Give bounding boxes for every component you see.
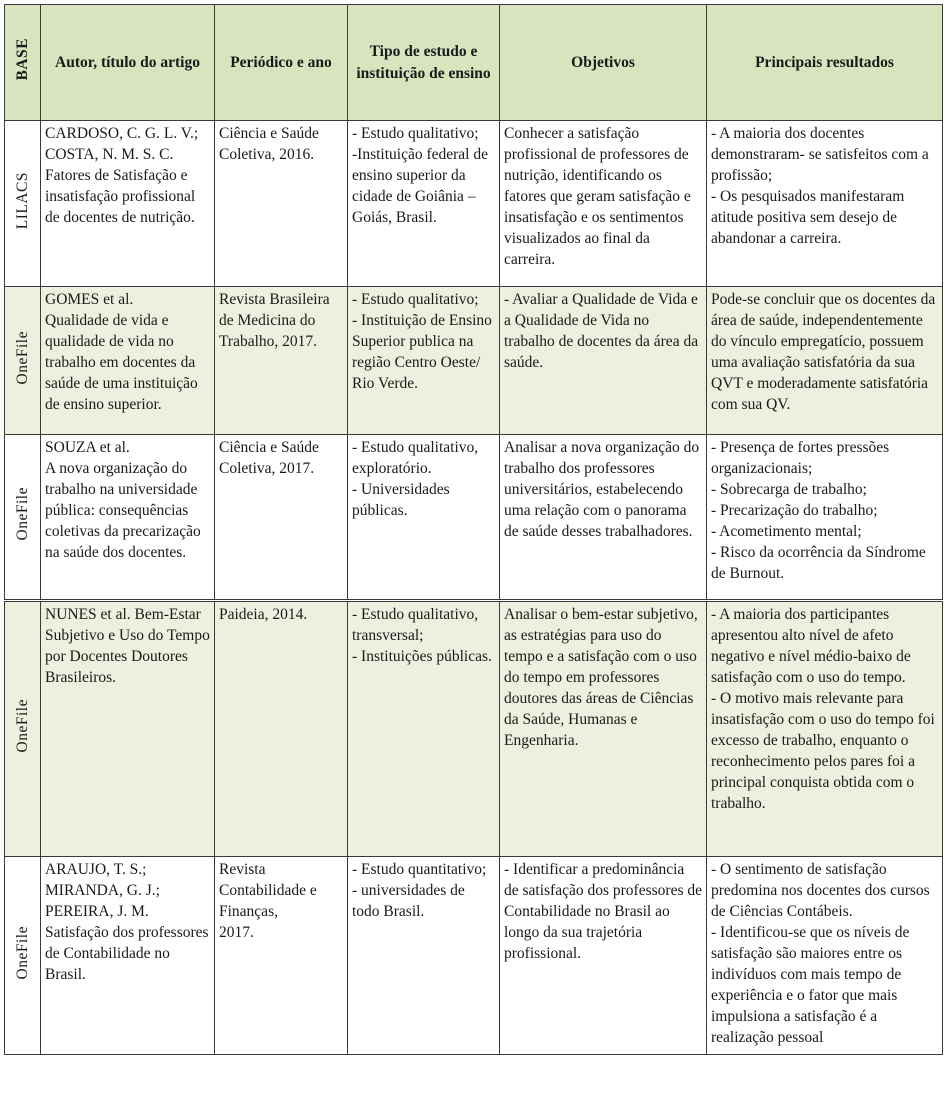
cell-journal: Ciência e Saúde Coletiva, 2016. [215,121,348,287]
cell-objectives: Analisar o bem-estar subjetivo, as estratégias para uso do tempo e a satisfação com o uso do tempo em professores doutores das áreas de Ciências da Saúde, Humanas e Engenharia. [500,601,707,857]
cell-study-type: - Estudo qualitativo; -Instituição federal de ensino superior da cidade de Goiânia – Goiás, Brasil. [348,121,500,287]
cell-objectives: Conhecer a satisfação profissional de professores de nutrição, identificando os fatores que geram satisfação e insatisfação e os sentimentos visualizados ao final da carreira. [500,121,707,287]
cell-objectives: - Avaliar a Qualidade de Vida e a Qualidade de Vida no trabalho de docentes da área da saúde. [500,287,707,435]
cell-journal: Ciência e Saúde Coletiva, 2017. [215,435,348,601]
cell-results: Pode-se concluir que os docentes da área de saúde, independentemente do vínculo empregatício, possuem uma avaliação satisfatória da sua QVT e moderadamente satisfatória com sua QV. [707,287,943,435]
cell-author: SOUZA et al. A nova organização do trabalho na universidade pública: consequências coletivas da precarização na saúde dos docentes. [41,435,215,601]
cell-results: - Presença de fortes pressões organizacionais; - Sobrecarga de trabalho; - Precarização do trabalho; - Acometimento mental; - Risco da ocorrência da Síndrome de Burnout. [707,435,943,601]
cell-journal: Paideia, 2014. [215,601,348,857]
cell-base: OneFile [5,287,41,435]
table-row [5,601,943,857]
header-results: Principais resultados [707,5,943,121]
header-author: Autor, título do artigo [41,5,215,121]
cell-study-type: - Estudo qualitativo, exploratório. - Universidades públicas. [348,435,500,601]
table-row [5,435,943,601]
table-row [5,857,943,1055]
cell-study-type: - Estudo quantitativo; - universidades de todo Brasil. [348,857,500,1055]
header-journal: Periódico e ano [215,5,348,121]
header-study-type: Tipo de estudo e instituição de ensino [348,5,500,121]
table-row [5,287,943,435]
cell-results: - A maioria dos participantes apresentou alto nível de afeto negativo e nível médio-baixo de satisfação com o uso do tempo. - O motivo mais relevante para insatisfação com o uso do tempo foi excesso de trabalho, enquanto o reconhecimento pelos pares foi a principal conquista obtida com o trabalho. [707,601,943,857]
cell-results: - A maioria dos docentes demonstraram- se satisfeitos com a profissão; - Os pesquisados manifestaram atitude positiva sem desejo de abandonar a carreira. [707,121,943,287]
cell-journal: Revista Brasileira de Medicina do Trabalho, 2017. [215,287,348,435]
cell-journal: Revista Contabilidade e Finanças, 2017. [215,857,348,1055]
cell-base: OneFile [5,857,41,1055]
cell-objectives: - Identificar a predominância de satisfação dos professores de Contabilidade no Brasil ao longo da sua trajetória profissional. [500,857,707,1055]
cell-results: - O sentimento de satisfação predomina nos docentes dos cursos de Ciências Contábeis. - Identificou-se que os níveis de satisfação são maiores entre os indivíduos com mais tempo de experiência e o fator que mais impulsiona a satisfação é a realização pessoal [707,857,943,1055]
cell-author: ARAUJO, T. S.; MIRANDA, G. J.; PEREIRA, J. M. Satisfação dos professores de Contabilidade no Brasil. [41,857,215,1055]
cell-objectives: Analisar a nova organização do trabalho dos professores universitários, estabelecendo uma relação com o panorama de saúde desses trabalhadores. [500,435,707,601]
cell-author: NUNES et al. Bem-Estar Subjetivo e Uso do Tempo por Docentes Doutores Brasileiros. [41,601,215,857]
literature-review-table [4,4,943,1055]
cell-study-type: - Estudo qualitativo; - Instituição de Ensino Superior publica na região Centro Oeste/ Rio Verde. [348,287,500,435]
cell-base: OneFile [5,435,41,601]
cell-author: GOMES et al. Qualidade de vida e qualidade de vida no trabalho em docentes da saúde de uma instituição de ensino superior. [41,287,215,435]
header-base: BASE [5,5,41,121]
cell-base: LILACS [5,121,41,287]
header-row [5,5,943,121]
header-objectives: Objetivos [500,5,707,121]
table-row [5,121,943,287]
cell-study-type: - Estudo qualitativo, transversal; - Instituições públicas. [348,601,500,857]
cell-author: CARDOSO, C. G. L. V.; COSTA, N. M. S. C. Fatores de Satisfação e insatisfação profissional de docentes de nutrição. [41,121,215,287]
cell-base: OneFile [5,601,41,857]
